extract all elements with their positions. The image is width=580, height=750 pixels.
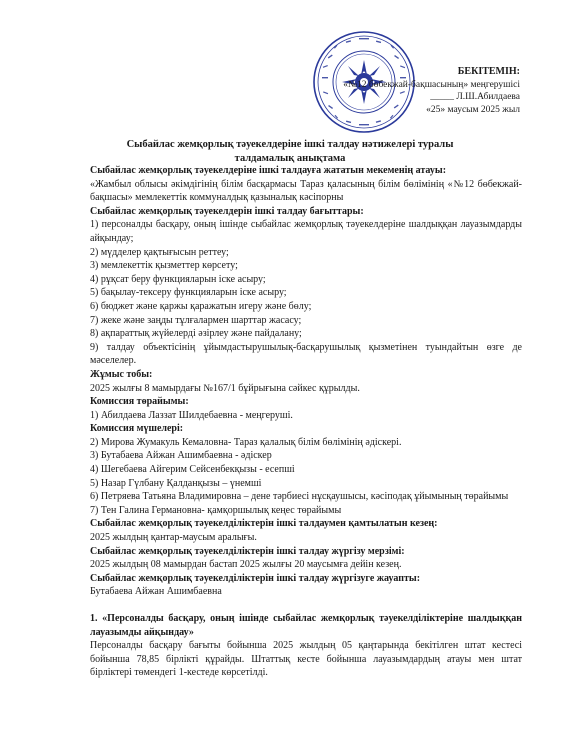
spacer <box>90 599 522 612</box>
commission-chair-heading: Комиссия төрайымы: <box>90 396 189 408</box>
institution-text: «Жамбыл облысы әкімдігінің білім басқармасы Тараз қаласының білім бөлімінің «№12 бөбекжай-бақшасы» мемлекеттік коммуналдық қазыналық кәсіпорны <box>90 178 522 204</box>
commission-member: 7) Тен Галина Германовна- қамқоршылық кеңес төрайымы <box>90 504 342 516</box>
direction-item: 3) мемлекеттік қызметтер көрсету; <box>90 260 238 272</box>
direction-item: 6) бюджет және қаржы қаражатын игеру және бөлу; <box>90 300 312 312</box>
commission-member: 2) Мирова Жумакуль Кемаловна- Тараз қалалық білім бөлімінің әдіскері. <box>90 436 402 448</box>
approval-signature-line: _____ Л.Ш.Абилдаева <box>430 92 520 102</box>
approval-date: «25» маусым 2025 жыл <box>426 104 520 115</box>
approval-position: «№12 бөбекжай-бақшасының» меңгерушісі <box>343 79 520 90</box>
direction-item: 2) мүдделер қақтығысын реттеу; <box>90 246 229 258</box>
commission-member: 4) Шегебаева Айгерим Сейсенбекқызы - есепші <box>90 464 295 476</box>
directions-heading: Сыбайлас жемқорлық тәуекелдерін ішкі талдау бағыттары: <box>90 205 364 217</box>
section1-text: Персоналды басқару бағыты бойынша 2025 жылдың 05 қаңтарында бекітілген штат кестесі бойынша 78,85 бірлікті құрайды. Штаттық кесте бойынша лауазымдардың атауы мен штат бірліктері төмендегі 1-кестеде көрсетілді. <box>90 640 522 679</box>
direction-item: 8) ақпараттық жүйелерді әзірлеу және пайдалану; <box>90 328 302 340</box>
document-title-line1: Сыбайлас жемқорлық тәуекелдеріне ішкі талдау нәтижелері туралы <box>126 139 454 150</box>
commission-member: 5) Назар Гүлбану Қалданқызы – үнемші <box>90 477 262 489</box>
commission-member: 3) Бутабаева Айжан Ашимбаевна - әдіскер <box>90 450 272 462</box>
term-heading: Сыбайлас жемқорлық тәуекелділіктерін ішкі талдау жүргізу мерзімі: <box>90 545 405 557</box>
direction-item: 4) рұқсат беру функцияларын іске асыру; <box>90 273 266 285</box>
period-text: 2025 жылдың қантар-маусым аралығы. <box>90 532 257 544</box>
direction-item: 9) талдау объектісінің ұйымдастырушылық-басқарушылық қызметінен туындайтын өзге де мәселелер. <box>90 341 522 367</box>
document-title-line2: талдамалық анықтама <box>234 152 346 164</box>
direction-item: 5) бақылау-тексеру функцияларын іске асыру; <box>90 287 287 299</box>
working-group-text: 2025 жылғы 8 мамырдағы №167/1 бұйрығына сәйкес құрылды. <box>90 382 360 394</box>
responsible-heading: Сыбайлас жемқорлық тәуекелділіктерін ішкі талдау жүргізуге жауапты: <box>90 572 421 584</box>
term-text: 2025 жылдың 08 мамырдан бастап 2025 жылғы 20 маусымға дейін кезең. <box>90 559 402 571</box>
responsible-text: Бутабаева Айжан Ашимбаевна <box>90 586 222 598</box>
commission-member: 6) Петряева Татьяна Владимировна – дене тәрбиесі нұсқаушысы, кәсіподақ ұйымының төрайымы <box>90 491 509 503</box>
commission-members-heading: Комиссия мүшелері: <box>90 423 184 435</box>
period-heading: Сыбайлас жемқорлық тәуекелділіктерін ішкі талдаумен қамтылатын кезең: <box>90 518 438 530</box>
approval-title: БЕКІТЕМІН: <box>457 66 520 77</box>
section1-heading: 1. «Персоналды басқару, оның ішінде сыбайлас жемқорлық тәуекелділіктеріне шалдыққан лауазымды айқындау» <box>90 613 522 638</box>
document-title <box>70 138 510 165</box>
direction-item: 1) персоналды басқару, оның ішінде сыбайлас жемқорлық тәуекелдеріне шалдыққан лауазымдарды айқындау; <box>90 219 522 244</box>
working-group-heading: Жұмыс тобы: <box>90 368 153 380</box>
direction-item: 7) жеке және заңды тұлғалармен шарттар жасасу; <box>90 314 302 326</box>
institution-heading: Сыбайлас жемқорлық тәуекелдеріне ішкі талдауға жататын мекеменің атауы: <box>90 165 447 176</box>
commission-chair-text: 1) Абилдаева Лаззат Шилдебаевна - меңгеруші. <box>90 409 293 421</box>
approval-block <box>343 66 520 116</box>
document-body <box>90 164 522 680</box>
